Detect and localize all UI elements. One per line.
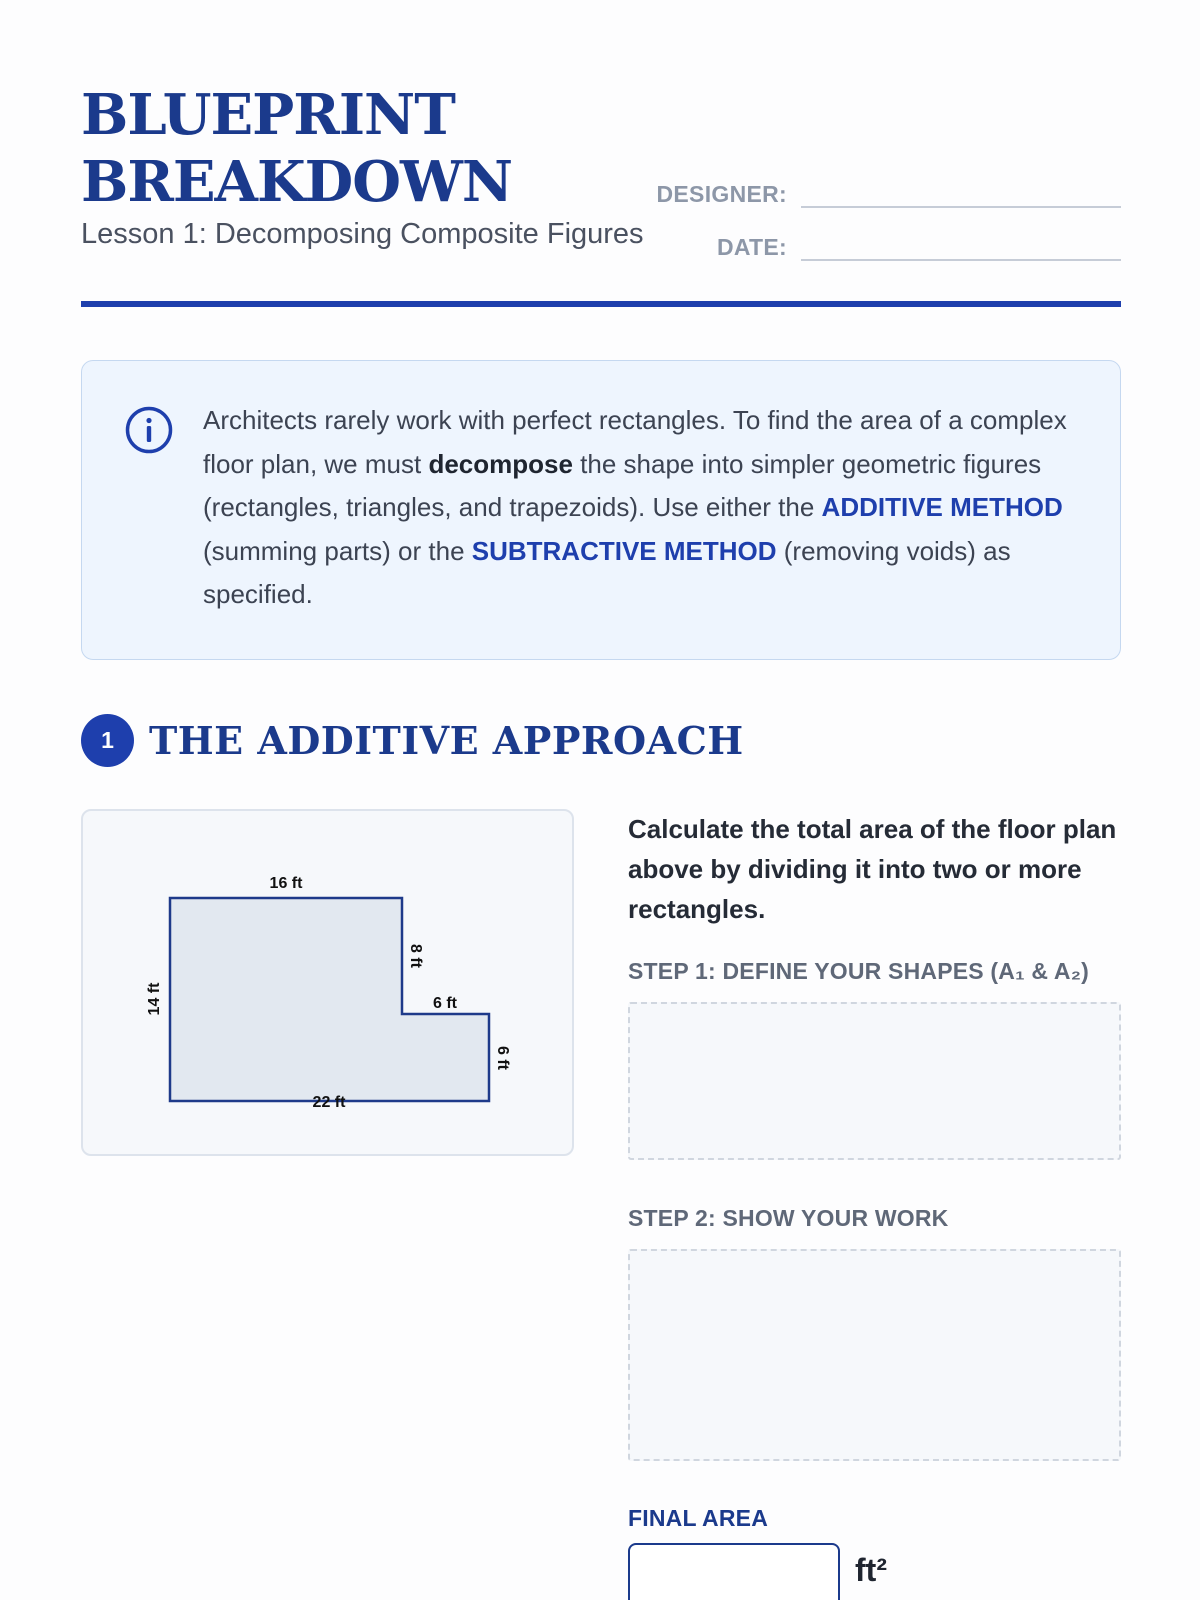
info-text-part: (summing parts) or the — [203, 535, 472, 566]
date-field[interactable] — [801, 229, 1121, 261]
step-2-label: STEP 2: SHOW YOUR WORK — [628, 1205, 949, 1231]
area-unit: ft² — [855, 1552, 887, 1588]
subtractive-method-term: SUBTRACTIVE METHOD — [471, 535, 777, 566]
dimension-notch-vertical: 8 ft — [407, 944, 424, 968]
info-text-part: the shape into simpler geometric figures (rectangles, triangles, and trapezoids). Use either the — [203, 448, 1042, 522]
decompose-term: decompose — [428, 448, 573, 479]
step-1-work-area[interactable] — [628, 1002, 1121, 1160]
dimension-left: 14 ft — [146, 982, 163, 1016]
dimension-right: 6 ft — [494, 1046, 511, 1070]
header-divider — [81, 301, 1121, 307]
step-1-label: STEP 1: DEFINE YOUR SHAPES (A₁ & A₂) — [628, 958, 1090, 984]
info-text-part: Architects rarely work with perfect rectangles. To find the area of a complex floor plan, we must — [203, 405, 1067, 479]
dimension-bottom: 22 ft — [312, 1094, 346, 1111]
final-area-label: FINAL AREA — [628, 1505, 768, 1531]
designer-label: DESIGNER: — [656, 181, 787, 207]
section-title: THE ADDITIVE APPROACH — [149, 718, 744, 763]
section-1-header — [81, 714, 744, 767]
dimension-top: 16 ft — [269, 875, 303, 892]
info-text-part: (removing voids) as specified. — [203, 535, 1011, 609]
date-row — [637, 229, 1121, 261]
info-callout — [81, 360, 1121, 660]
worksheet-header — [81, 82, 1121, 312]
title-line-2: BREAKDOWN — [81, 149, 513, 215]
floor-plan-svg — [83, 811, 576, 1158]
designer-field[interactable] — [801, 176, 1121, 208]
prompt-text: Calculate the total area of the floor plan above by dividing it into two or more rectangles. — [628, 814, 1117, 924]
info-icon — [124, 405, 174, 455]
dimension-notch-horizontal: 6 ft — [433, 995, 457, 1012]
designer-row — [637, 176, 1121, 208]
lesson-subtitle: Lesson 1: Decomposing Composite Figures — [81, 218, 644, 250]
section-1-prompt — [628, 809, 1121, 929]
additive-method-term: ADDITIVE METHOD — [821, 492, 1063, 522]
date-label: DATE: — [716, 234, 787, 260]
floor-plan-diagram — [81, 809, 574, 1156]
section-number-badge: 1 — [81, 714, 134, 767]
step-2-work-area[interactable] — [628, 1249, 1121, 1461]
title-line-1: BLUEPRINT — [81, 82, 455, 148]
final-area-input[interactable] — [628, 1543, 840, 1600]
info-text — [203, 399, 1083, 617]
